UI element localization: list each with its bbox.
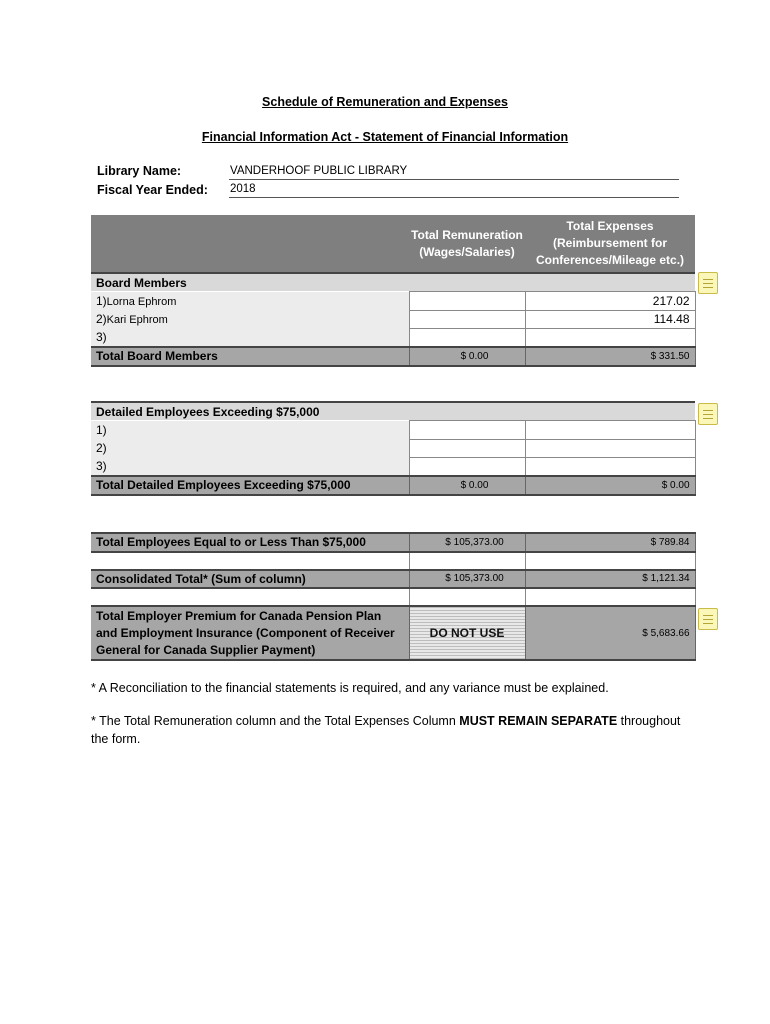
note-line <box>703 287 713 288</box>
under-75000-label: Total Employees Equal to or Less Than $75,000 <box>91 533 409 552</box>
expenses-cell[interactable] <box>525 329 695 348</box>
header-expenses: Total Expenses (Reimbursement for Conferences/Mileage etc.) <box>525 215 695 273</box>
header-blank <box>91 215 409 273</box>
board-members-table <box>91 215 696 367</box>
section-heading-row <box>91 402 695 421</box>
header-remuneration: Total Remuneration (Wages/Salaries) <box>409 215 525 273</box>
footnote-reconciliation: * A Reconciliation to the financial statements is required, and any variance must be explained. <box>91 681 609 695</box>
note-line <box>703 410 713 411</box>
expenses-cell[interactable] <box>525 439 695 458</box>
note-line <box>703 623 713 624</box>
total-board-members-label: Total Board Members <box>91 347 409 366</box>
board-members-heading: Board Members <box>91 273 695 292</box>
table-row <box>91 421 695 440</box>
note-line <box>703 615 713 616</box>
footnote-text: throughout the form. <box>91 714 681 746</box>
expenses-cell[interactable]: 217.02 <box>525 292 695 311</box>
column-header-row <box>91 215 695 273</box>
total-expenses-value: $ 331.50 <box>525 347 695 366</box>
total-remuneration-value: $ 0.00 <box>409 476 525 495</box>
board-member-name[interactable]: Lorna Ephrom <box>106 295 177 308</box>
page-subtitle: Financial Information Act - Statement of Financial Information <box>201 130 569 144</box>
total-row <box>91 476 695 495</box>
note-icon[interactable] <box>698 403 718 425</box>
remuneration-cell[interactable] <box>409 421 525 440</box>
table-row <box>91 329 695 348</box>
row-number: 3) <box>96 330 107 345</box>
spacer-cell <box>409 552 525 570</box>
board-member-name[interactable]: Kari Ephrom <box>106 314 168 327</box>
remuneration-cell[interactable] <box>409 292 525 311</box>
board-row-label <box>91 292 409 311</box>
total-row <box>91 606 695 660</box>
spacer-cell <box>525 588 695 606</box>
total-expenses-value: $ 0.00 <box>525 476 695 495</box>
spacer-cell <box>525 552 695 570</box>
consolidated-remuneration-value: $ 105,373.00 <box>409 570 525 589</box>
row-number: 1) <box>96 293 107 308</box>
remuneration-cell[interactable] <box>409 458 525 477</box>
detailed-row-label[interactable]: 2) <box>91 439 409 458</box>
under-remuneration-value: $ 105,373.00 <box>409 533 525 552</box>
table-row <box>91 310 695 329</box>
library-name-label: Library Name: <box>97 164 182 178</box>
consolidated-total-label: Consolidated Total* (Sum of column) <box>91 570 409 589</box>
remuneration-cell[interactable] <box>409 310 525 329</box>
expenses-cell[interactable] <box>525 421 695 440</box>
table-row <box>91 458 695 477</box>
spacer-cell <box>409 588 525 606</box>
totals-table <box>91 532 696 661</box>
expenses-cell[interactable]: 114.48 <box>525 310 695 329</box>
footnote-emphasis: MUST REMAIN SEPARATE <box>459 714 618 728</box>
note-line <box>703 418 713 419</box>
spacer-cell <box>91 588 409 606</box>
remuneration-cell[interactable] <box>409 439 525 458</box>
detailed-employees-heading: Detailed Employees Exceeding $75,000 <box>91 402 695 421</box>
employer-premium-label: Total Employer Premium for Canada Pension Plan and Employment Insurance (Component of Receiver General for Canada Supplier Payment) <box>91 606 409 660</box>
detailed-row-label[interactable]: 1) <box>91 421 409 440</box>
expenses-cell[interactable] <box>525 458 695 477</box>
total-row <box>91 570 695 589</box>
detailed-row-label[interactable]: 3) <box>91 458 409 477</box>
note-line <box>703 619 713 620</box>
note-line <box>703 283 713 284</box>
do-not-use-cell: DO NOT USE <box>409 606 525 660</box>
row-number: 2) <box>96 312 107 327</box>
fiscal-year-field[interactable]: 2018 <box>229 182 679 198</box>
table-row <box>91 439 695 458</box>
note-line <box>703 279 713 280</box>
under-expenses-value: $ 789.84 <box>525 533 695 552</box>
premium-expenses-value: $ 5,683.66 <box>525 606 695 660</box>
page-title: Schedule of Remuneration and Expenses <box>262 95 508 109</box>
note-line <box>703 414 713 415</box>
total-row <box>91 347 695 366</box>
total-remuneration-value: $ 0.00 <box>409 347 525 366</box>
fiscal-year-label: Fiscal Year Ended: <box>97 183 208 197</box>
total-row <box>91 533 695 552</box>
spacer-row <box>91 552 695 570</box>
footnote-separate <box>91 712 691 748</box>
consolidated-expenses-value: $ 1,121.34 <box>525 570 695 589</box>
board-row-label <box>91 310 409 329</box>
section-heading-row <box>91 273 695 292</box>
board-row-label <box>91 329 409 348</box>
footnote-text: * The Total Remuneration column and the Total Expenses Column <box>91 714 460 728</box>
remuneration-cell[interactable] <box>409 329 525 348</box>
spacer-cell <box>91 552 409 570</box>
library-name-field[interactable]: VANDERHOOF PUBLIC LIBRARY <box>229 164 679 180</box>
total-detailed-label: Total Detailed Employees Exceeding $75,000 <box>91 476 409 495</box>
table-row <box>91 292 695 311</box>
note-icon[interactable] <box>698 608 718 630</box>
note-icon[interactable] <box>698 272 718 294</box>
detailed-employees-table <box>91 401 696 496</box>
spacer-row <box>91 588 695 606</box>
